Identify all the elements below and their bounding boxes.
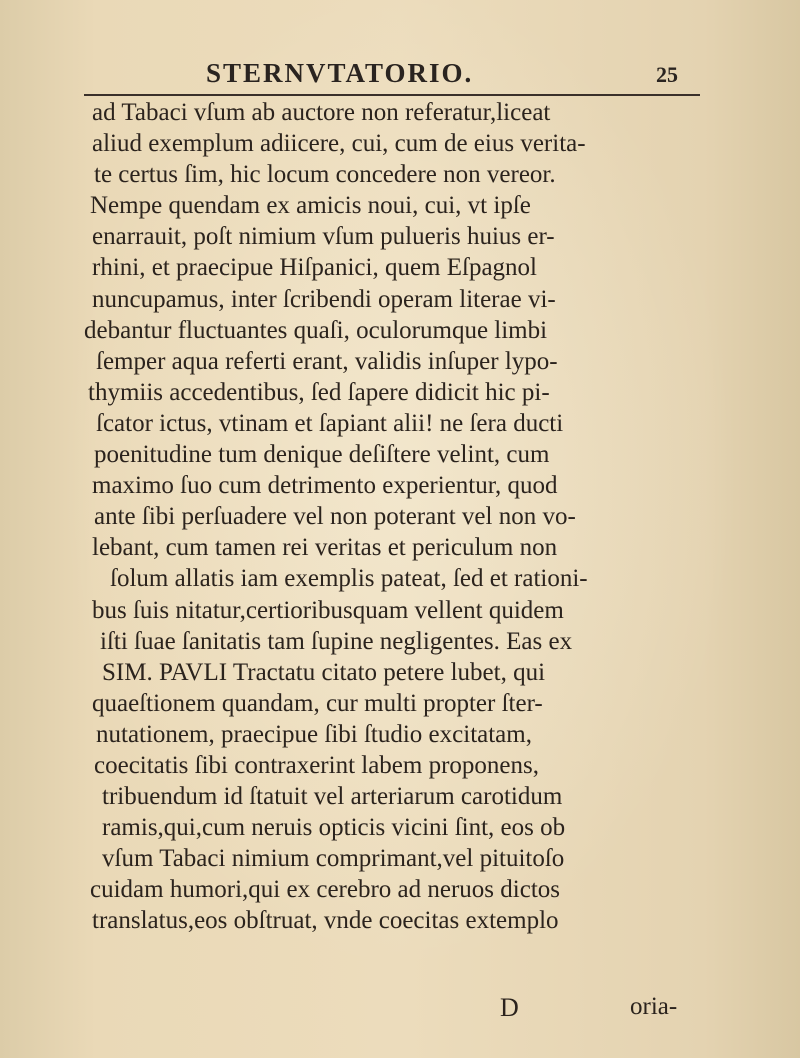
text-line: enarrauit, poſt nimium vſum pulueris huius er- (92, 223, 555, 251)
text-line: coecitatis ſibi contraxerint labem proponens, (94, 751, 539, 779)
text-line: cuidam humori,qui ex cerebro ad neruos dictos (90, 876, 560, 904)
text-line: ſcator ictus, vtinam et ſapiant alii! ne ſera ducti (96, 409, 564, 437)
running-head: STERNVTATORIO. (206, 58, 474, 88)
header-rule (84, 94, 700, 96)
text-line: maximo ſuo cum detrimento experientur, quod (92, 472, 558, 500)
text-line: nutationem, praecipue ſibi ſtudio excitatam, (96, 720, 532, 748)
text-line: debantur fluctuantes quaſi, oculorumque limbi (84, 316, 548, 344)
text-line: translatus,eos obſtruat, vnde coecitas extemplo (92, 907, 559, 935)
text-line: poenitudine tum denique deſiſtere velint, cum (94, 441, 550, 469)
text-line: aliud exemplum adiicere, cui, cum de eius verita- (92, 130, 586, 158)
page-footer (80, 993, 720, 1029)
text-line: tribuendum id ſtatuit vel arteriarum carotidum (102, 783, 563, 811)
page-header (88, 58, 728, 94)
text-line: ramis,qui,cum neruis opticis vicini ſint, eos ob (102, 814, 566, 842)
text-line: Nempe quendam ex amicis noui, cui, vt ipſe (90, 192, 531, 220)
text-line: thymiis accedentibus, ſed ſapere didicit hic pi- (88, 378, 550, 406)
text-line: nuncupamus, inter ſcribendi operam literae vi- (92, 285, 556, 313)
body-text (80, 97, 720, 937)
text-line: rhini, et praecipue Hiſpanici, quem Eſpagnol (92, 254, 537, 282)
text-line: bus ſuis nitatur,certioribusquam vellent quidem (92, 596, 564, 624)
text-line: ante ſibi perſuadere vel non poterant vel non vo- (94, 503, 576, 531)
text-line: iſti ſuae ſanitatis tam ſupine negligentes. Eas ex (100, 627, 573, 655)
text-line: ad Tabaci vſum ab auctore non referatur,liceat (92, 99, 551, 126)
catchword: oria- (630, 993, 678, 1020)
text-line: ſemper aqua referti erant, validis inſuper lypo- (96, 347, 558, 375)
text-line: vſum Tabaci nimium comprimant,vel pituitoſo (102, 845, 565, 873)
signature-mark: D (500, 993, 519, 1022)
text-line: SIM. PAVLI Tractatu citato petere lubet, qui (102, 658, 546, 686)
text-line: ſolum allatis iam exemplis pateat, ſed et rationi- (110, 565, 588, 593)
text-line: quaeſtionem quandam, cur multi propter ſter- (92, 689, 543, 717)
text-line: lebant, cum tamen rei veritas et periculum non (92, 534, 558, 562)
page-number: 25 (656, 62, 678, 87)
text-line: te certus ſim, hic locum concedere non vereor. (94, 161, 556, 189)
